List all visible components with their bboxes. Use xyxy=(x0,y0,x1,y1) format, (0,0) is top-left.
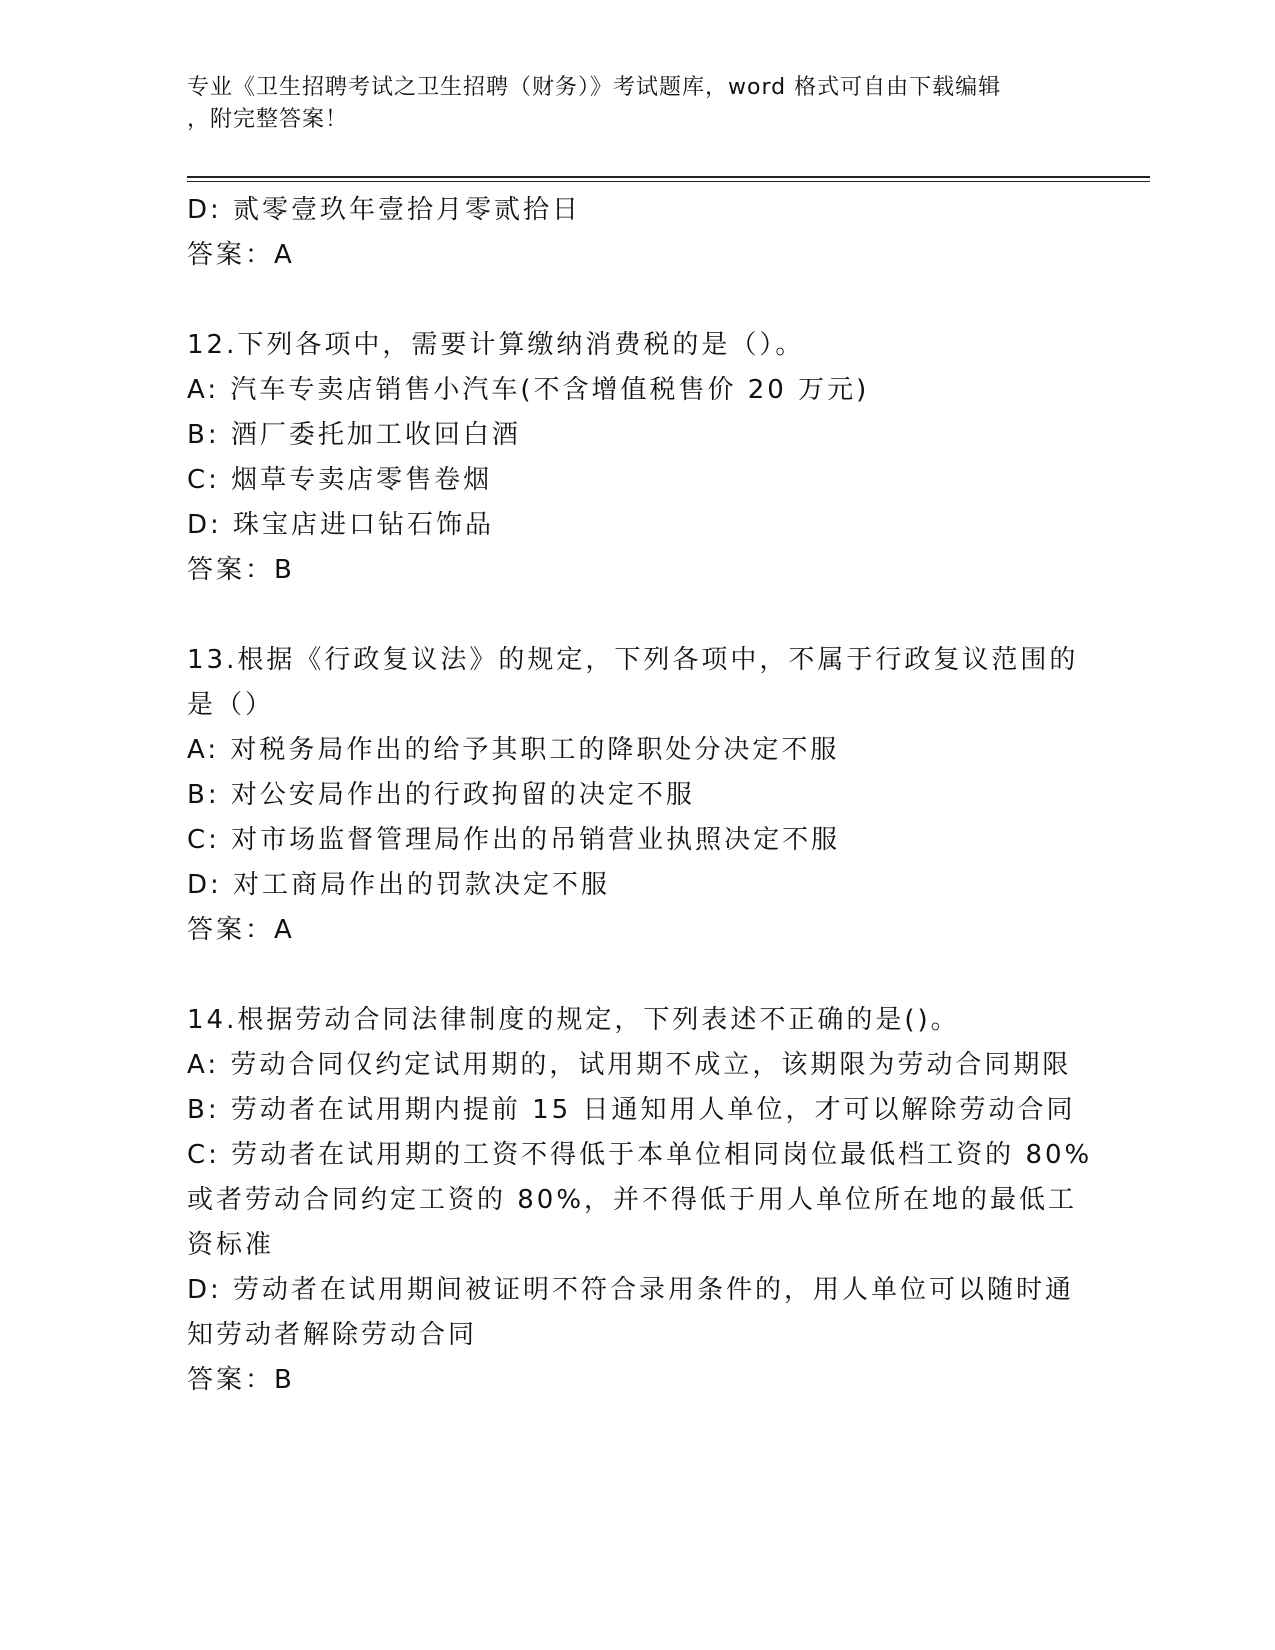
option-c-line-2: 或者劳动合同约定工资的 80%，并不得低于用人单位所在地的最低工 xyxy=(187,1185,1078,1215)
question-list xyxy=(187,188,1093,1403)
answer: 答案：A xyxy=(187,240,295,270)
option-a: A: 劳动合同仅约定试用期的，试用期不成立，该期限为劳动合同期限 xyxy=(187,1050,1072,1080)
spacer xyxy=(187,278,1087,323)
header-line-2: ，附完整答案！ xyxy=(187,107,349,132)
question-stem: 14.根据劳动合同法律制度的规定，下列表述不正确的是()。 xyxy=(187,1005,960,1035)
option-c-line-3: 资标准 xyxy=(187,1230,275,1260)
option-c: C: 对市场监督管理局作出的吊销营业执照决定不服 xyxy=(187,825,841,855)
question-stem: 12.下列各项中，需要计算缴纳消费税的是（）。 xyxy=(187,330,805,360)
option-d: D: 珠宝店进口钻石饰品 xyxy=(187,510,495,540)
answer: 答案：A xyxy=(187,915,295,945)
header-divider-thin xyxy=(187,181,1150,182)
option-d-line-2: 知劳动者解除劳动合同 xyxy=(187,1320,478,1350)
option-d: D: 对工商局作出的罚款决定不服 xyxy=(187,870,611,900)
header-line-1: 专业《卫生招聘考试之卫生招聘（财务）》考试题库，word 格式可自由下载编辑 xyxy=(187,75,1002,100)
option-d: D: 贰零壹玖年壹拾月零贰拾日 xyxy=(187,195,582,225)
question-14 xyxy=(187,998,1093,1403)
option-b: B: 对公安局作出的行政拘留的决定不服 xyxy=(187,780,695,810)
option-a: A: 对税务局作出的给予其职工的降职处分决定不服 xyxy=(187,735,840,765)
header-divider-thick xyxy=(187,176,1150,178)
document-header xyxy=(187,72,1067,136)
question-12 xyxy=(187,323,1087,593)
question-13 xyxy=(187,638,1087,953)
question-11-tail xyxy=(187,188,1087,278)
option-b: B: 劳动者在试用期内提前 15 日通知用人单位，才可以解除劳动合同 xyxy=(187,1095,1076,1125)
option-c: C: 烟草专卖店零售卷烟 xyxy=(187,465,493,495)
spacer xyxy=(187,953,1087,998)
question-stem-line-1: 13.根据《行政复议法》的规定，下列各项中，不属于行政复议范围的 xyxy=(187,645,1079,675)
spacer xyxy=(187,593,1087,638)
option-d-line-1: D: 劳动者在试用期间被证明不符合录用条件的，用人单位可以随时通 xyxy=(187,1275,1075,1305)
option-a: A: 汽车专卖店销售小汽车(不含增值税售价 20 万元) xyxy=(187,375,870,405)
option-c-line-1: C: 劳动者在试用期的工资不得低于本单位相同岗位最低档工资的 80% xyxy=(187,1140,1093,1170)
answer: 答案：B xyxy=(187,555,295,585)
answer: 答案：B xyxy=(187,1365,295,1395)
question-stem-line-2: 是（） xyxy=(187,690,275,720)
option-b: B: 酒厂委托加工收回白酒 xyxy=(187,420,521,450)
